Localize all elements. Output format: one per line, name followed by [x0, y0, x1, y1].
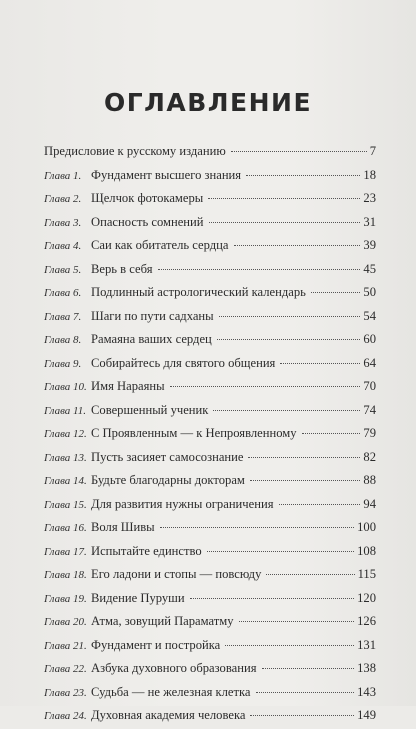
entry-title: Фундамент и постройка — [91, 637, 221, 652]
page-number: 70 — [363, 379, 376, 393]
entry-title: Для развития нужны ограничения — [91, 496, 274, 511]
chapter-label: Глава 5. — [44, 263, 82, 276]
entry-title: Воля Шивы — [91, 520, 155, 534]
dot-leader — [207, 551, 354, 552]
chapter-label: Глава 7. — [44, 310, 82, 323]
toc-entry — [44, 610, 376, 634]
chapter-label: Глава 18. — [44, 569, 87, 581]
dot-leader — [250, 480, 361, 481]
toc-entry — [44, 281, 376, 305]
page-number: 64 — [363, 355, 376, 370]
toc-entry — [44, 446, 376, 470]
chapter-label: Глава 24. — [44, 710, 87, 722]
page-number: 7 — [369, 144, 376, 158]
page-number: 108 — [357, 543, 376, 558]
dot-leader — [279, 504, 361, 505]
page-number: 60 — [363, 332, 376, 346]
entry-title: Верь в себя — [91, 261, 153, 276]
chapter-label: Глава 3. — [44, 216, 82, 229]
page-number: 54 — [363, 308, 376, 323]
entry-title: Предисловие к русскому изданию — [44, 144, 226, 158]
page-number: 31 — [363, 214, 376, 229]
dot-leader — [208, 198, 360, 199]
page-number: 143 — [357, 684, 376, 699]
entry-title: Рамаяна ваших сердец — [91, 332, 212, 346]
dot-leader — [160, 527, 355, 528]
page-number: 82 — [363, 449, 376, 464]
entry-title: Подлинный астрологический календарь — [91, 285, 306, 299]
entry-title: Будьте благодарны докторам — [91, 473, 245, 487]
dot-leader — [250, 715, 354, 716]
chapter-label: Глава 6. — [44, 287, 82, 299]
page-number: 79 — [363, 426, 376, 440]
dot-leader — [246, 175, 360, 176]
entry-title: Опасность сомнений — [91, 214, 204, 229]
page-number: 115 — [357, 567, 376, 581]
page-number: 100 — [357, 520, 376, 534]
page-number: 88 — [363, 473, 376, 487]
dot-leader — [280, 363, 360, 364]
dot-leader — [239, 621, 355, 622]
page-number: 45 — [363, 261, 376, 276]
toc-entry — [44, 657, 376, 681]
entry-title: Шаги по пути садханы — [91, 308, 214, 323]
chapter-label: Глава 8. — [44, 334, 82, 346]
dot-leader — [170, 386, 361, 387]
table-of-contents — [44, 140, 376, 728]
dot-leader — [302, 433, 361, 434]
dot-leader — [311, 292, 361, 293]
chapter-label: Глава 17. — [44, 545, 87, 558]
page-title: ОГЛАВЛЕНИЕ — [103, 88, 313, 117]
entry-title: Собирайтесь для святого общения — [91, 355, 276, 370]
toc-entry — [44, 587, 376, 611]
chapter-label: Глава 13. — [44, 451, 87, 464]
toc-entry — [44, 352, 376, 376]
entry-title: Атма, зовущий Параматму — [91, 614, 234, 628]
page-number: 120 — [357, 590, 376, 605]
dot-leader — [209, 222, 361, 223]
page-number: 74 — [363, 402, 376, 417]
page-number: 94 — [363, 496, 376, 511]
page-number: 138 — [357, 661, 376, 675]
dot-leader — [190, 598, 354, 599]
toc-entry — [44, 187, 376, 211]
chapter-label: Глава 23. — [44, 686, 87, 699]
entry-title: Судьба — не железная клетка — [91, 684, 251, 699]
entry-title: Пусть засияет самосознание — [91, 449, 244, 464]
page-number: 50 — [363, 285, 376, 299]
toc-entry — [44, 305, 376, 329]
chapter-label: Глава 12. — [44, 428, 87, 440]
chapter-label: Глава 2. — [44, 193, 82, 205]
toc-entry — [44, 399, 376, 423]
page-number: 18 — [363, 167, 376, 182]
chapter-label: Глава 15. — [44, 498, 87, 511]
toc-entry — [44, 164, 376, 188]
entry-title: Саи как обитатель сердца — [91, 238, 229, 252]
dot-leader — [262, 668, 355, 669]
chapter-label: Глава 22. — [44, 663, 87, 675]
toc-entry — [44, 634, 376, 658]
entry-title: Духовная академия человека — [91, 708, 246, 722]
dot-leader — [248, 457, 360, 458]
toc-entry — [44, 540, 376, 564]
chapter-label: Глава 4. — [44, 240, 82, 252]
dot-leader — [256, 692, 355, 693]
page-number: 149 — [357, 708, 376, 722]
entry-title: Совершенный ученик — [91, 402, 209, 417]
chapter-label: Глава 16. — [44, 522, 87, 534]
toc-entry — [44, 704, 376, 728]
entry-title: Азбука духовного образования — [91, 661, 257, 675]
entry-title: Видение Пуруши — [91, 590, 185, 605]
toc-entry — [44, 328, 376, 352]
toc-entry — [44, 211, 376, 235]
entry-title: С Проявленным — к Непроявленному — [91, 426, 297, 440]
toc-entry — [44, 234, 376, 258]
entry-title: Испытайте единство — [91, 543, 202, 558]
chapter-label: Глава 19. — [44, 592, 87, 605]
dot-leader — [158, 269, 361, 270]
dot-leader — [266, 574, 354, 575]
chapter-label: Глава 20. — [44, 616, 87, 628]
chapter-label: Глава 10. — [44, 381, 87, 393]
dot-leader — [234, 245, 361, 246]
toc-entry — [44, 563, 376, 587]
dot-leader — [225, 645, 354, 646]
toc-entry — [44, 422, 376, 446]
toc-entry — [44, 375, 376, 399]
page-number: 126 — [357, 614, 376, 628]
page-number: 131 — [357, 637, 376, 652]
chapter-label: Глава 1. — [44, 169, 82, 182]
toc-entry — [44, 469, 376, 493]
chapter-label: Глава 9. — [44, 357, 82, 370]
toc-entry — [44, 681, 376, 705]
entry-title: Щелчок фотокамеры — [91, 191, 204, 205]
chapter-label: Глава 21. — [44, 639, 87, 652]
page-number: 39 — [363, 238, 376, 252]
chapter-label: Глава 14. — [44, 475, 87, 487]
page-number: 23 — [363, 191, 376, 205]
dot-leader — [217, 339, 361, 340]
toc-entry — [44, 516, 376, 540]
dot-leader — [231, 151, 367, 152]
entry-title: Имя Нараяны — [91, 379, 165, 393]
chapter-label: Глава 11. — [44, 404, 86, 417]
toc-entry — [44, 140, 376, 164]
entry-title: Его ладони и стопы — повсюду — [91, 567, 262, 581]
entry-title: Фундамент высшего знания — [91, 167, 242, 182]
toc-entry — [44, 493, 376, 517]
dot-leader — [219, 316, 361, 317]
toc-entry — [44, 258, 376, 282]
dot-leader — [213, 410, 360, 411]
